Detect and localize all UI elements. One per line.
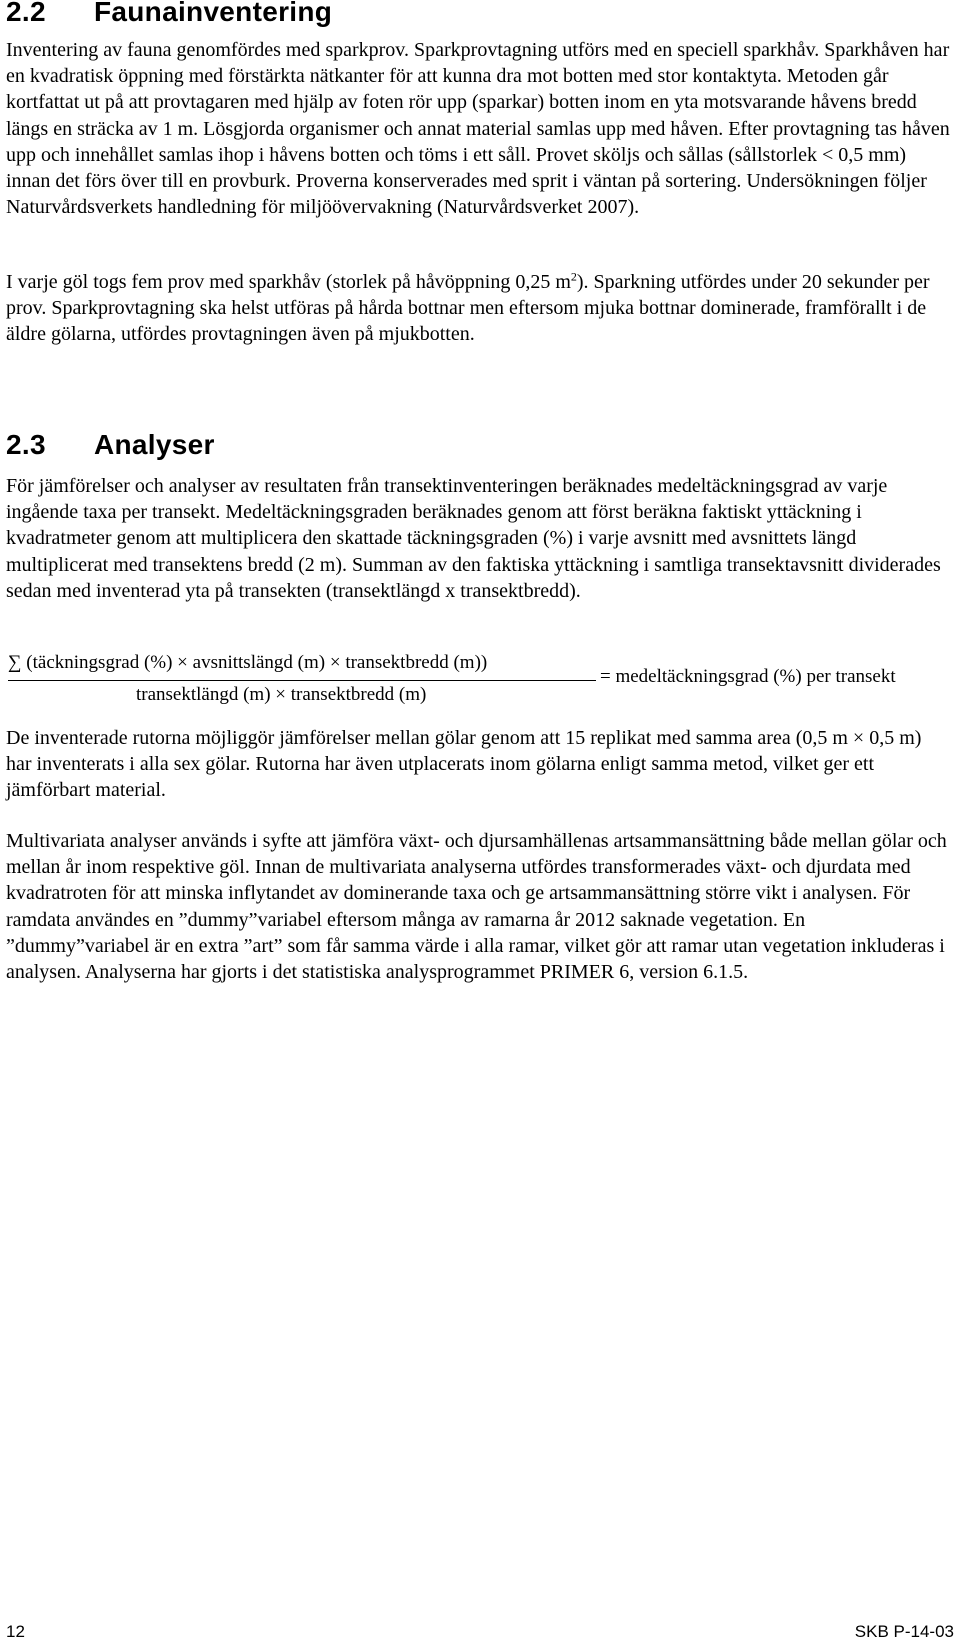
report-id: SKB P-14-03 (854, 1622, 954, 1641)
superscript-exponent: 2 (570, 269, 577, 284)
formula-result: = medeltäckningsgrad (%) per transekt (600, 666, 896, 687)
paragraph-medeltackningsgrad: För jämförelser och analyser av resultaten från transektinventeringen beräknades medeltäckningsgrad av varje ingående taxa per transekt. Medeltäckningsgraden beräknades genom att först beräkna faktiskt yttäckning i kvadratmeter genom att multiplicera den skattade täckningsgraden (%) i varje avsnitt med avsnittets längd multiplicerat med transektens bredd (2 m). Summan av den faktiska yttäckning i samtliga transektavsnitt dividerades sedan med inventerad yta på transekten (transektlängd x transektbredd). (6, 475, 941, 602)
paragraph-text-part: I varje göl togs fem prov med sparkhåv (storlek på håvöppning 0,25 m (6, 271, 571, 293)
paragraph-text-part: ). Sparkning utfördes under 20 sekunder per prov. Sparkprovtagning ska helst utföras på hårda bottnar men eftersom mjuka bottnar dominerade, framförallt i de äldre gölarna, utfördes provtagningen även på mjukbotten. (6, 271, 930, 346)
coverage-formula (6, 650, 958, 712)
paragraph-sparkprov-method: Inventering av fauna genomfördes med sparkprov. Sparkprovtagning utförs med en speciell sparkhåv. Sparkhåven har en kvadratisk öppning med förstärkta nätkanter för att kunna dra mot botten med stor kontaktyta. Metoden går kortfattat ut på att provtagaren med hjälp av foten rör upp (sparkar) botten inom en yta motsvarande håvens bredd längs en sträcka av 1 m. Lösgjorda organismer och annat material samlas upp med håven. Efter provtagning tas håven upp och innehållet samlas ihop i håvens botten och töms i ett såll. Provet sköljs och sållas (sållstorlek < 0,5 mm) innan det förs över till en provburk. Proverna konserverades med sprit i väntan på sortering. Undersökningen följer Naturvårdsverkets handledning för miljöövervakning (Naturvårdsverket 2007). (6, 39, 950, 219)
section-number: 2.2 (6, 0, 46, 27)
paragraph-inventerade-rutor: De inventerade rutorna möjliggör jämförelser mellan gölar genom att 15 replikat med samma area (0,5 m × 0,5 m) har inventerats i alla sex gölar. Rutorna har även utplacerats inom gölarna enligt samma metod, vilket ger ett jämförbart material. (6, 727, 922, 802)
formula-denominator: transektlängd (m) × transektbredd (m) (136, 684, 427, 705)
page-number: 12 (6, 1622, 25, 1641)
section-heading-analyser (6, 431, 215, 459)
section-title: Faunainventering (94, 0, 333, 27)
paragraph-multivariata-analyser: Multivariata analyser används i syfte att jämföra växt- och djursamhällenas artsammansättning både mellan gölar och mellan år inom respektive göl. Innan de multivariata analyserna utfördes transformerades växt- och djurdata med kvadratroten för att minska inflytandet av dominerande taxa och ge artsammansättning större vikt i analysen. För ramdata användes en ”dummy”variabel eftersom många av ramarna år 2012 saknade vegetation. En ”dummy”variabel är en extra ”art” som får samma värde i alla ramar, vilket gör att ramar utan vegetation inkluderas i analysen. Analyserna har gjorts i det statistiska analysprogrammet PRIMER 6, version 6.1.5. (6, 830, 947, 984)
fraction-line (8, 680, 596, 681)
formula-numerator: ∑ (täckningsgrad (%) × avsnittslängd (m) × transektbredd (m)) (8, 652, 488, 673)
section-title: Analyser (94, 429, 215, 460)
paragraph-sampling-per-gol (6, 269, 951, 348)
section-heading-faunainventering (6, 0, 332, 26)
section-number: 2.3 (6, 429, 46, 460)
